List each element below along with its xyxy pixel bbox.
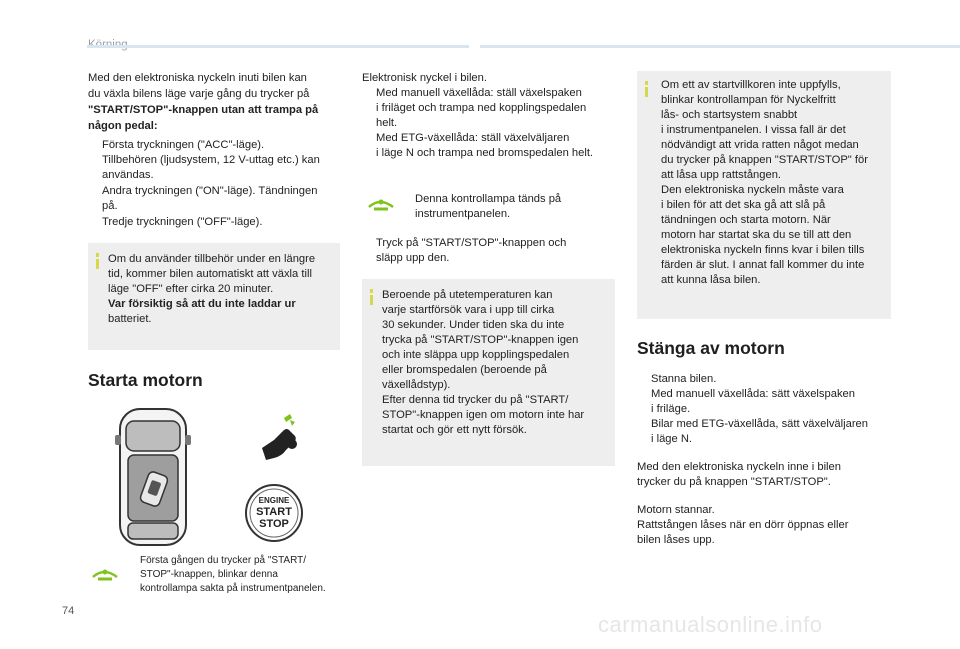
press-list bbox=[88, 138, 348, 230]
intro-paragraph: Med den elektroniska nyckeln inuti bilen kan du växla bilens läge varje gång du trycker på "START/STOP"-knappen utan att trampa på någon pedal: bbox=[88, 71, 348, 135]
press-start-stop-step bbox=[362, 236, 617, 266]
list-item: Tryck på "START/STOP"-knappen och släpp upp den. bbox=[376, 237, 567, 264]
heading-start-engine: Starta motorn bbox=[88, 370, 203, 390]
engine-start-stop-button-icon bbox=[244, 483, 304, 543]
info-box-start-conditions: Om ett av startvillkoren inte uppfylls, blinkar kontrollampan för Nyckelfritt lås- och startsystem snabbt i instrumentpanelen. I vissa fall är det nödvändigt att vrida ratten något medan du trycker på knappen "START/STOP" för att låsa upp rattstången. Den elektroniska nyckeln måste vara i bilen för att det ska gå att slå på tändningen och starta motorn. När motorn har startat ska du se till att den elektroniska nyckeln finns kvar i bilen tills färden är slut. I annat fall kommer du inte att kunna låsa bilen. bbox=[637, 71, 891, 319]
header-divider-left bbox=[87, 45, 469, 48]
header-divider-right bbox=[480, 45, 960, 48]
car-top-view-illustration bbox=[114, 405, 192, 550]
list-item: Andra tryckningen ("ON"-läge). Tändningen på. bbox=[102, 185, 318, 212]
key-in-car-section: Elektronisk nyckel i bilen. Med manuell växellåda: ställ växelspaken i friläget och trampa ned kopplingspedalen helt. Med ETG-växellåda: ställ växelväljaren i läge N och trampa ned bromspedalen helt. bbox=[362, 71, 617, 161]
info-icon bbox=[96, 253, 99, 269]
list-item: Stanna bilen. bbox=[651, 373, 717, 385]
lamp-on-text: Denna kontrollampa tänds på instrumentpanelen. bbox=[415, 193, 562, 220]
list-item: Första tryckningen ("ACC"-läge). Tillbehören (ljudsystem, 12 V-uttag etc.) kan användas. bbox=[102, 139, 320, 181]
page-number: 74 bbox=[62, 605, 75, 617]
list-item: Bilar med ETG-växellåda, sätt växelväljaren i läge N. bbox=[651, 418, 869, 445]
stop-label: STOP bbox=[259, 518, 289, 530]
lamp-caption: Första gången du trycker på "START/ STOP"-knappen, blinkar denna kontrollampa sakta på instrumentpanelen. bbox=[140, 555, 326, 594]
engine-label: ENGINE bbox=[258, 496, 290, 505]
intro-line-3: "START/STOP"-knappen utan att trampa på bbox=[88, 104, 319, 116]
intro-line-4: någon pedal: bbox=[88, 120, 158, 132]
intro-line-2: du växla bilens läge varje gång du trycker på bbox=[88, 88, 310, 100]
stop-paragraph-2: Motorn stannar. Rattstången låses när en dörr öppnas eller bilen låses upp. bbox=[637, 504, 849, 546]
stop-paragraph-1: Med den elektroniska nyckeln inne i bilen trycker du på knappen "START/STOP". bbox=[637, 461, 841, 488]
keyless-warning-lamp-icon bbox=[90, 565, 120, 583]
info-box-temperature: Beroende på utetemperaturen kan varje startförsök vara i upp till cirka 30 sekunder. Under tiden ska du inte trycka på "START/STOP"-knappen igen och inte släppa upp kopplingspedalen eller bromspedalen (beroende på växellådstyp). Efter denna tid trycker du på "START/ STOP"-knappen igen om motorn inte har startat och gör ett nytt försök. bbox=[362, 279, 615, 466]
info-icon bbox=[645, 81, 648, 97]
stop-list bbox=[637, 372, 897, 447]
list-item: Med manuell växellåda: sätt växelspaken i friläge. bbox=[651, 388, 855, 415]
watermark: carmanualsonline.info bbox=[598, 612, 823, 637]
info-box-accessories: Om du använder tillbehör under en längre tid, kommer bilen automatiskt att växla till läge "OFF" efter cirka 20 minuter. Var försiktig så att du inte laddar ur batteriet. bbox=[88, 243, 340, 350]
info-icon bbox=[370, 289, 373, 305]
hand-press-icon bbox=[254, 412, 306, 462]
list-item: Tredje tryckningen ("OFF"-läge). bbox=[102, 216, 263, 228]
keyless-warning-lamp-icon bbox=[366, 195, 396, 213]
list-item: Med ETG-växellåda: ställ växelväljaren i läge N och trampa ned bromspedalen helt. bbox=[376, 132, 594, 159]
list-item: Med manuell växellåda: ställ växelspaken i friläget och trampa ned kopplingspedalen helt. bbox=[376, 87, 587, 129]
start-label: START bbox=[256, 506, 292, 518]
heading-stop-engine: Stänga av motorn bbox=[637, 338, 785, 358]
